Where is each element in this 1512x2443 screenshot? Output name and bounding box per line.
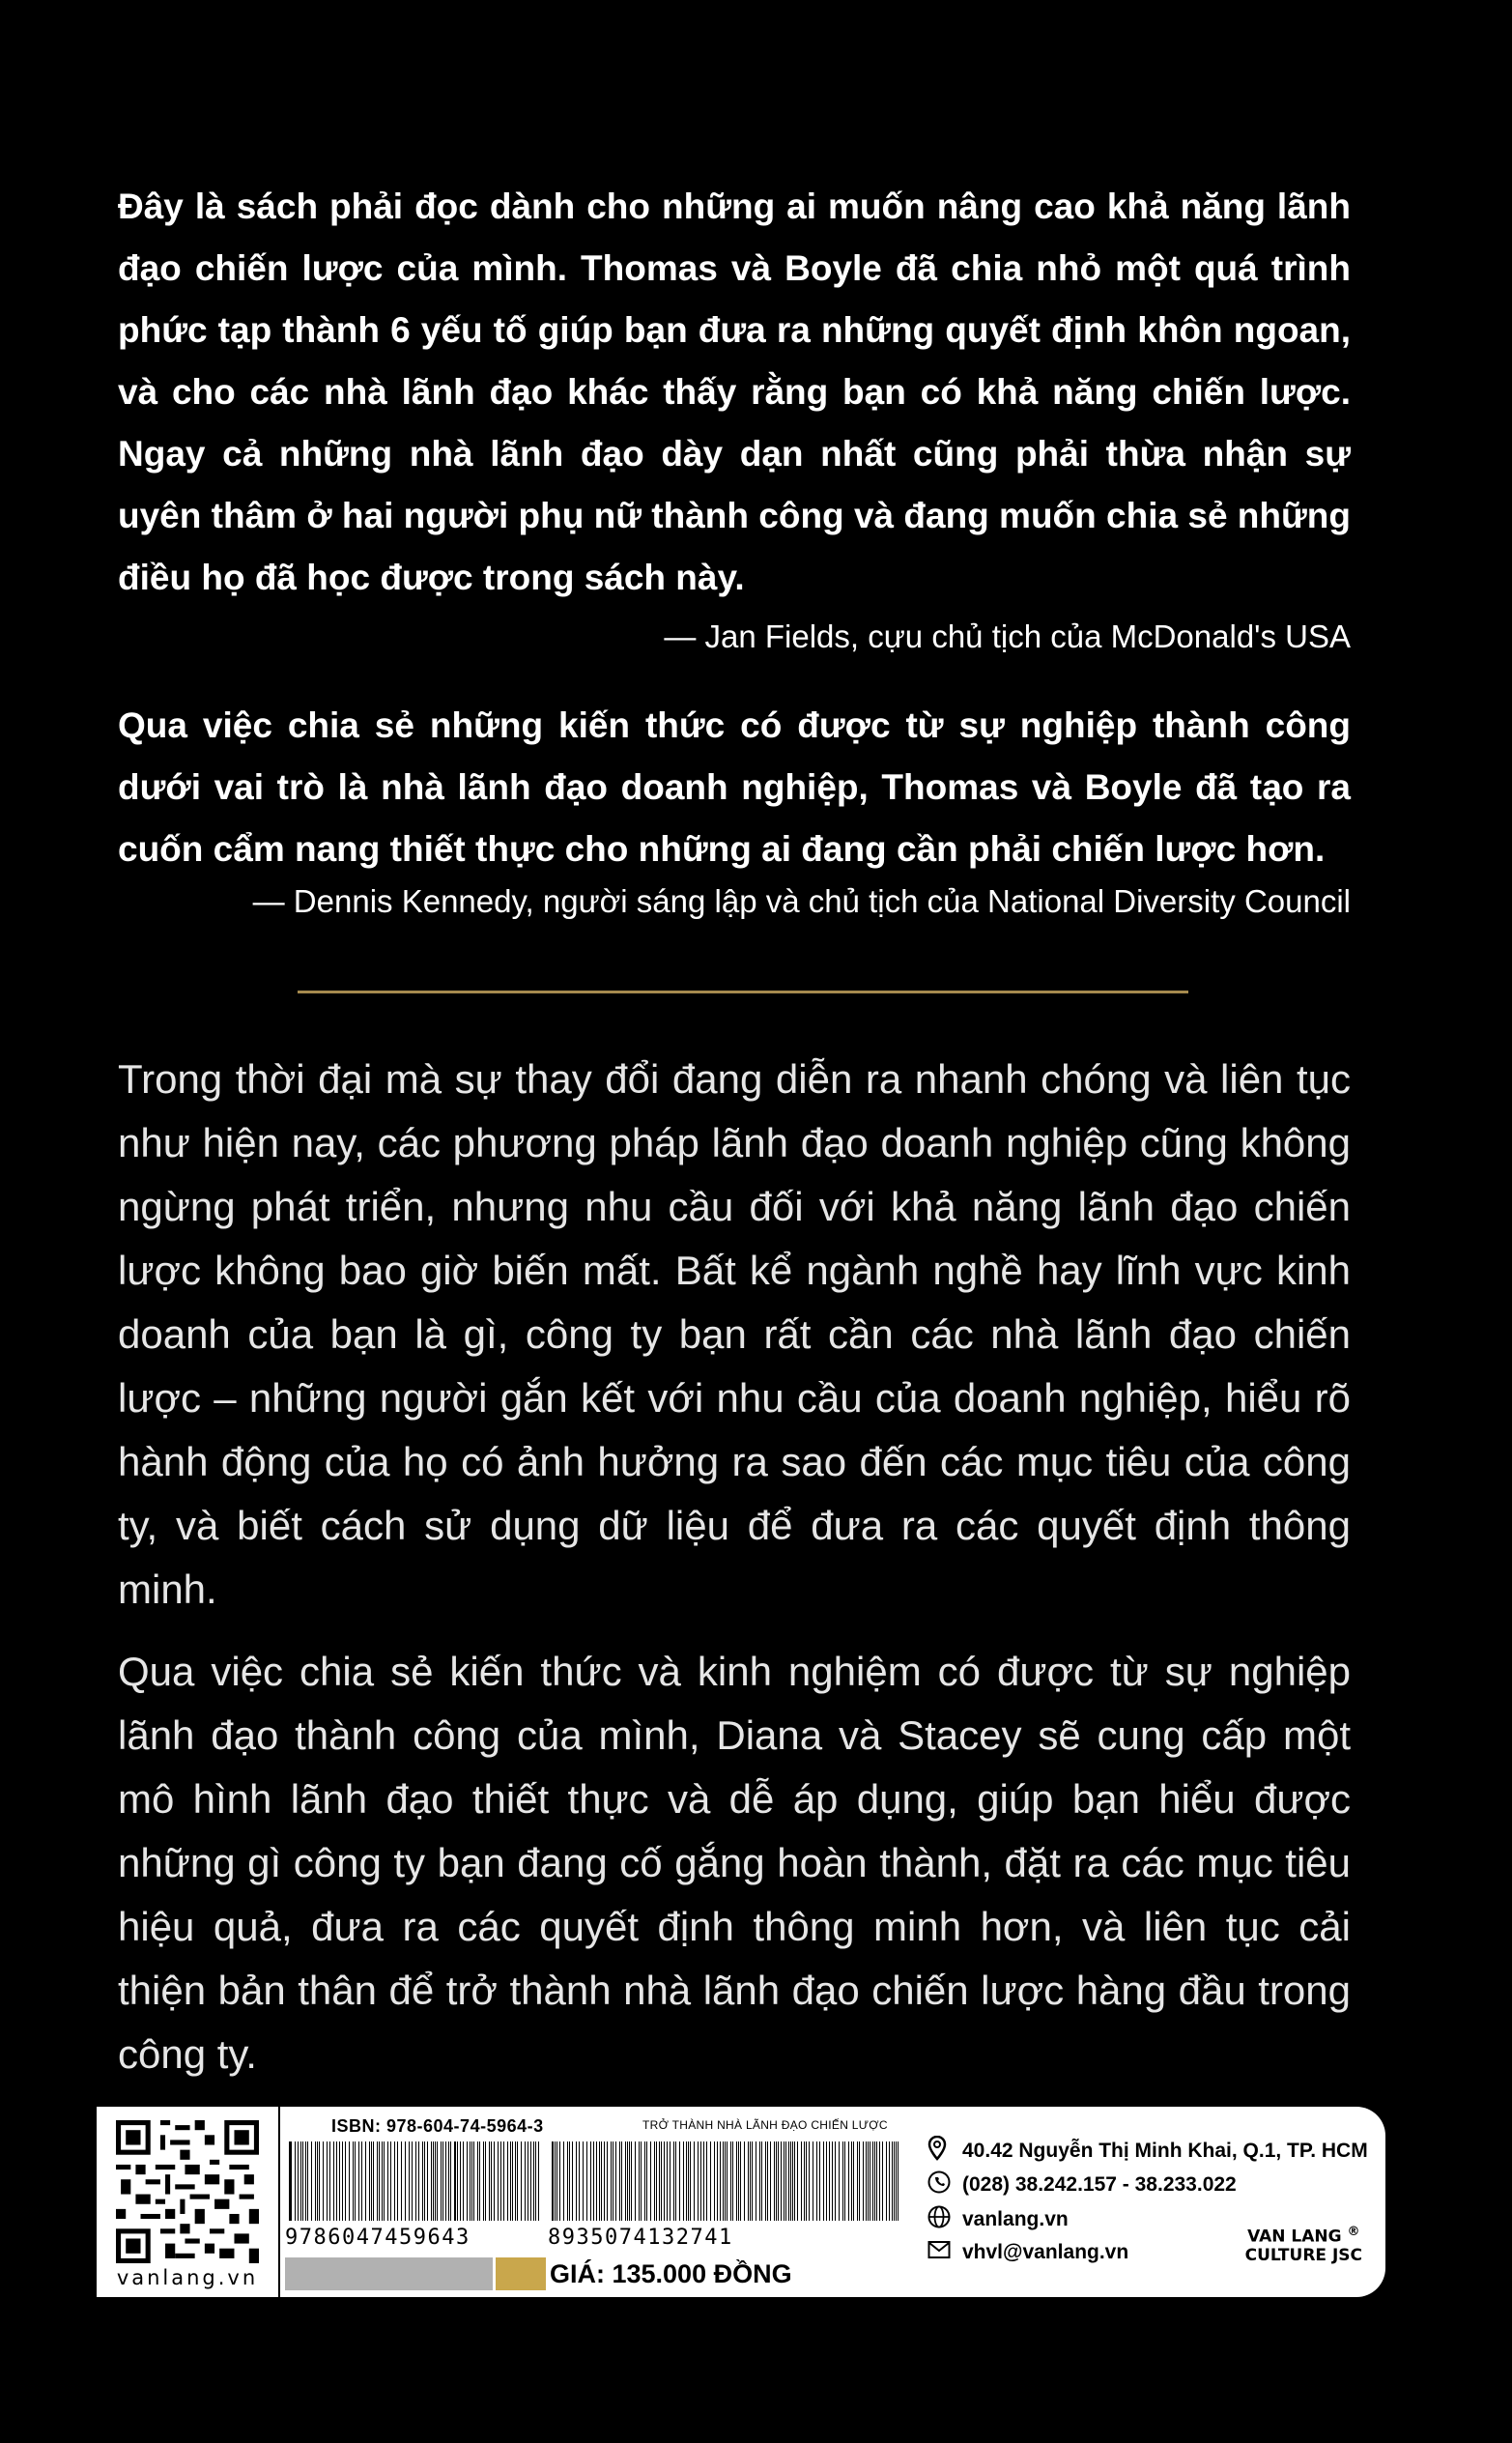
barcode-bar [295,2141,296,2221]
brand-line-1: VAN LANG [1247,2227,1342,2247]
barcode-bar [525,2141,526,2221]
barcode-bar [619,2141,620,2221]
barcode-bar [627,2141,628,2221]
barcode-bar [759,2141,760,2221]
barcode-bar [732,2141,733,2221]
barcode-bar [748,2141,749,2221]
barcode-bar [706,2141,707,2221]
barcode-bar [868,2141,869,2221]
barcode-bar [500,2141,501,2221]
barcode-bar [752,2141,753,2221]
barcode-bar [583,2141,584,2221]
barcode-bar [390,2141,391,2221]
qr-code-box [97,2107,280,2297]
barcode-bar [679,2141,680,2221]
barcode-bar [857,2141,858,2221]
barcode-bar [569,2141,570,2221]
barcode-bar [339,2141,340,2221]
barcode-bar [576,2141,577,2221]
barcode-bar [418,2141,419,2221]
endorsement-text-2: Qua việc chia sẻ những kiến thức có được từ sự nghiệp thành công dưới vai trò là nhà lãnh đạo doanh nghiệp, Thomas và Boyle đã tạo ra cuốn cẩm nang thiết thực cho những ai đang cần phải chiến lược hơn. [118,705,1351,869]
endorsement-attribution-2: — Dennis Kennedy, người sáng lập và chủ tịch của National Diversity Council [252,883,1351,919]
barcode-bar [369,2141,370,2221]
barcode-bar [556,2141,557,2221]
barcode-bar [656,2141,657,2221]
address-text: 40.42 Nguyễn Thị Minh Khai, Q.1, TP. HCM [962,2140,1368,2162]
barcode-bar [625,2141,626,2221]
barcode-bar [336,2141,337,2221]
price-label: GIÁ: 135.000 ĐỒNG [550,2259,792,2288]
barcode-bar [621,2141,622,2221]
barcode-bar [405,2141,406,2221]
barcode-bar [896,2141,897,2221]
globe-icon [927,2205,953,2234]
barcode-bar [319,2141,320,2221]
barcode-bar [471,2141,472,2221]
barcode-bar [703,2141,704,2221]
barcode-bar [848,2141,849,2221]
barcode-bar [593,2141,594,2221]
barcode-bar [365,2141,366,2221]
barcode-bar [667,2141,668,2221]
barcode-bar [646,2141,647,2221]
barcode-bar [723,2141,724,2221]
barcode-bar [503,2141,504,2221]
book-description [118,1048,1351,2086]
description-paragraph-2: Qua việc chia sẻ kiến thức và kinh nghiệm có được từ sự nghiệp lãnh đạo thành công của mình, Diana và Stacey sẽ cung cấp một mô hình lãnh đạo thiết thực và dễ áp dụng, giúp bạn hiểu được những gì công ty bạn đang cố gắng hoàn thành, đặt ra các mục tiêu hiệu quả, đưa ra các quyết định thông minh hơn, và liên tục cải thiện bản thân để trở thành nhà lãnh đạo chiến lược hàng đầu trong công ty. [118,1649,1351,2077]
barcode-bar [844,2141,845,2221]
barcode-bar [305,2141,306,2221]
barcode-number-2: 8935074132741 [548,2226,733,2250]
barcode-bar [538,2141,539,2221]
barcode-bar [473,2141,474,2221]
barcode-number-1: 9786047459643 [285,2226,471,2250]
endorsement-text-1: Đây là sách phải đọc dành cho những ai muốn nâng cao khả năng lãnh đạo chiến lược của mình. Thomas và Boyle đã chia nhỏ một quá trình phức tạp thành 6 yếu tố giúp bạn đưa ra những quyết định khôn ngoan, và cho các nhà lãnh đạo khác thấy rằng bạn có khả năng chiến lược. Ngay cả những nhà lãnh đạo dày dạn nhất cũng phải thừa nhận sự uyên thâm ở hai người phụ nữ thành công và đang muốn chia sẻ những điều họ đã học được trong sách này. [118,187,1351,597]
description-paragraph-1: Trong thời đại mà sự thay đổi đang diễn ra nhanh chóng và liên tục như hiện nay, các phương pháp lãnh đạo doanh nghiệp cũng không ngừng phát triển, nhưng nhu cầu đối với khả năng lãnh đạo chiến lược không bao giờ biến mất. Bất kể ngành nghề hay lĩnh vực kinh doanh của bạn là gì, công ty bạn rất cần các nhà lãnh đạo chiến lược – những người gắn kết với nhu cầu của doanh nghiệp, hiểu rõ hành động của họ có ảnh hưởng ra sao đến các mục tiêu của công ty, và biết cách sử dụng dữ liệu để đưa ra các quyết định thông minh. [118,1056,1351,1612]
barcode-bar [839,2141,840,2221]
barcode-bar [315,2141,316,2221]
barcode-bar [433,2141,434,2221]
phone-text: (028) 38.242.157 - 38.233.022 [962,2173,1237,2196]
barcode-bar [788,2141,789,2221]
barcode-bar [457,2141,458,2221]
brand-line-2: CULTURE JSC [1244,2245,1362,2265]
barcode-bar [631,2141,632,2221]
barcode-bar [809,2141,810,2221]
barcode-bar [717,2141,718,2221]
barcode-bar [552,2141,554,2221]
barcode-bar [866,2141,867,2221]
barcode-bar [611,2141,612,2221]
barcode-bar [801,2141,802,2221]
barcode-bar [767,2141,768,2221]
barcode-bar [435,2141,436,2221]
barcode-bar [673,2141,674,2221]
barcode-bar [311,2141,312,2221]
barcode-bar [533,2141,534,2221]
barcode-bar [586,2141,587,2221]
barcode-bar [879,2141,880,2221]
barcode-bar [382,2141,383,2221]
barcode-bar [353,2141,354,2221]
barcode-bar [710,2141,711,2221]
barcode-bar [690,2141,691,2221]
barcode-bar [853,2141,854,2221]
barcode-bar [424,2141,425,2221]
barcode-bar [819,2141,820,2221]
barcode-bar [507,2141,508,2221]
barcode-bar [730,2141,731,2221]
barcode-bar [720,2141,721,2221]
barcode-bar [394,2141,395,2221]
barcode-bar [590,2141,591,2221]
barcode-bar [517,2141,518,2221]
barcode-bar [835,2141,836,2221]
barcode-icon [285,2141,903,2227]
barcode-bar [530,2141,531,2221]
barcode-bar [644,2141,645,2221]
gray-strip [285,2257,493,2290]
barcode-bar [792,2141,793,2221]
barcode-bar [327,2141,328,2221]
barcode-bar [323,2141,324,2221]
barcode-bar [479,2141,480,2221]
barcode-bar [604,2141,605,2221]
barcode-bar [714,2141,715,2221]
barcode-bar [342,2141,343,2221]
barcode-bar [450,2141,451,2221]
barcode-bar [489,2141,490,2221]
barcode-bar [615,2141,616,2221]
barcode-bar [298,2141,299,2221]
barcode-bar [654,2141,655,2221]
barcode-bar [641,2141,642,2221]
barcode-bar [842,2141,843,2221]
barcode-bar [445,2141,446,2221]
barcode-bar [329,2141,330,2221]
barcode-bar [427,2141,428,2221]
barcode-bar [859,2141,860,2221]
barcode-bar [596,2141,597,2221]
gold-strip [496,2257,546,2290]
email-text: vhvl@vanlang.vn [962,2241,1129,2263]
registered-mark: ® [1347,2225,1360,2239]
barcode-bar [675,2141,676,2221]
barcode-bar [355,2141,356,2221]
barcode-bar [894,2141,895,2221]
barcode-bar [349,2141,350,2221]
barcode-bar [686,2141,687,2221]
barcode-bar [535,2141,536,2221]
barcode-bar [892,2141,893,2221]
barcode-bar [785,2141,786,2221]
barcode-bar [373,2141,374,2221]
barcode-bar [512,2141,513,2221]
barcode-bar [442,2141,443,2221]
barcode-bar [851,2141,852,2221]
barcode-bar [521,2141,522,2221]
barcode-bar [361,2141,362,2221]
barcode-bar [412,2141,413,2221]
barcode-bar [607,2141,608,2221]
barcode-bar [698,2141,699,2221]
barcode-bar [379,2141,380,2221]
gold-divider [298,991,1188,993]
barcode-bar [317,2141,318,2221]
endorsement-attribution-1: — Jan Fields, cựu chủ tịch của McDonald's USA [664,618,1351,654]
barcode-bar [494,2141,495,2221]
barcode-bar [898,2141,899,2221]
barcode-bar [826,2141,827,2221]
barcode-bar [774,2141,775,2221]
address-line [927,2136,1368,2167]
barcode-bar [397,2141,398,2221]
barcode-bar [688,2141,689,2221]
website-line [927,2205,1069,2234]
small-book-title: TRỞ THÀNH NHÀ LÃNH ĐẠO CHIẾN LƯỢC [642,2118,888,2132]
barcode-bar [761,2141,762,2221]
location-pin-icon [927,2136,953,2167]
barcode-bar [358,2141,359,2221]
barcode-bar [806,2141,807,2221]
barcode-bar [377,2141,378,2221]
barcode-bar [832,2141,833,2221]
barcode-bar [635,2141,636,2221]
barcode-bar [738,2141,739,2221]
publisher-info-panel [97,2107,1385,2297]
barcode-bar [639,2141,640,2221]
barcode-bar [700,2141,701,2221]
barcode-bar [770,2141,771,2221]
barcode-bar [384,2141,385,2221]
barcode-bar [765,2141,766,2221]
barcode-bar [371,2141,372,2221]
barcode-bar [555,2141,556,2221]
barcode-bar [463,2141,464,2221]
phone-icon [927,2170,953,2199]
barcode-bar [559,2141,560,2221]
barcode-bar [563,2141,564,2221]
isbn-label: ISBN: 978-604-74-5964-3 [331,2116,544,2136]
barcode-bar [823,2141,824,2221]
barcode-bar [572,2141,573,2221]
barcode-bar [483,2141,484,2221]
barcode-bar [599,2141,600,2221]
phone-line [927,2170,1237,2199]
barcode-bar [790,2141,791,2221]
endorsement-quote-2 [118,695,1351,880]
barcode-bar [409,2141,410,2221]
barcode-bar [470,2141,471,2221]
barcode-bar [467,2141,468,2221]
barcode-bar [804,2141,805,2221]
barcode-bar [661,2141,662,2221]
barcode-bar [889,2141,890,2221]
barcode-bar [778,2141,779,2221]
barcode-bar [431,2141,432,2221]
barcode-bar [784,2141,785,2221]
barcode-bar [498,2141,499,2221]
barcode-bar [401,2141,402,2221]
barcode-bar [829,2141,830,2221]
qr-code-icon [114,2120,261,2263]
barcode-bar [415,2141,416,2221]
barcode-bar [863,2141,864,2221]
contact-info [927,2107,1385,2297]
barcode-bar [477,2141,478,2221]
barcode-bar [683,2141,684,2221]
email-line [927,2240,1128,2265]
barcode-bar [307,2141,308,2221]
barcode-bar [300,2141,301,2221]
envelope-icon [927,2240,953,2265]
barcode-bar [491,2141,492,2221]
barcode-bar [664,2141,665,2221]
barcode-bar [659,2141,660,2221]
barcode-bar [629,2141,630,2221]
barcode-bar [387,2141,388,2221]
publisher-logo [1245,2223,1362,2265]
barcode-area [285,2112,903,2291]
website-text: vanlang.vn [962,2208,1069,2230]
barcode-bar [797,2141,798,2221]
barcode-bar [437,2141,438,2221]
barcode-bar [874,2141,875,2221]
barcode-bar [302,2141,303,2221]
barcode-bar [886,2141,887,2221]
barcode-bar [882,2141,883,2221]
barcode-bar [601,2141,602,2221]
barcode-bar [744,2141,745,2221]
barcode-bar [781,2141,782,2221]
qr-caption: vanlang.vn [116,2266,259,2289]
barcode-bar [460,2141,461,2221]
barcode-bar [485,2141,486,2221]
barcode-bar [872,2141,873,2221]
barcode-bar [694,2141,695,2221]
barcode-bar [345,2141,346,2221]
barcode-bar [567,2141,568,2221]
barcode-bar [422,2141,423,2221]
barcode-bar [333,2141,334,2221]
barcode-bar [579,2141,580,2221]
barcode-bar [876,2141,877,2221]
barcode-bar [441,2141,442,2221]
barcode-bar [740,2141,741,2221]
endorsement-quote-1 [118,176,1351,609]
barcode-bar [510,2141,511,2221]
barcode-bar [454,2141,456,2221]
barcode-bar [736,2141,737,2221]
barcode-bar [776,2141,777,2221]
barcode-bar [515,2141,516,2221]
barcode-bar [448,2141,449,2221]
barcode-bar [650,2141,651,2221]
barcode-bar [289,2141,292,2221]
barcode-bar [816,2141,817,2221]
barcode-bar [794,2141,795,2221]
barcode-bar [750,2141,751,2221]
barcode-bar [725,2141,726,2221]
